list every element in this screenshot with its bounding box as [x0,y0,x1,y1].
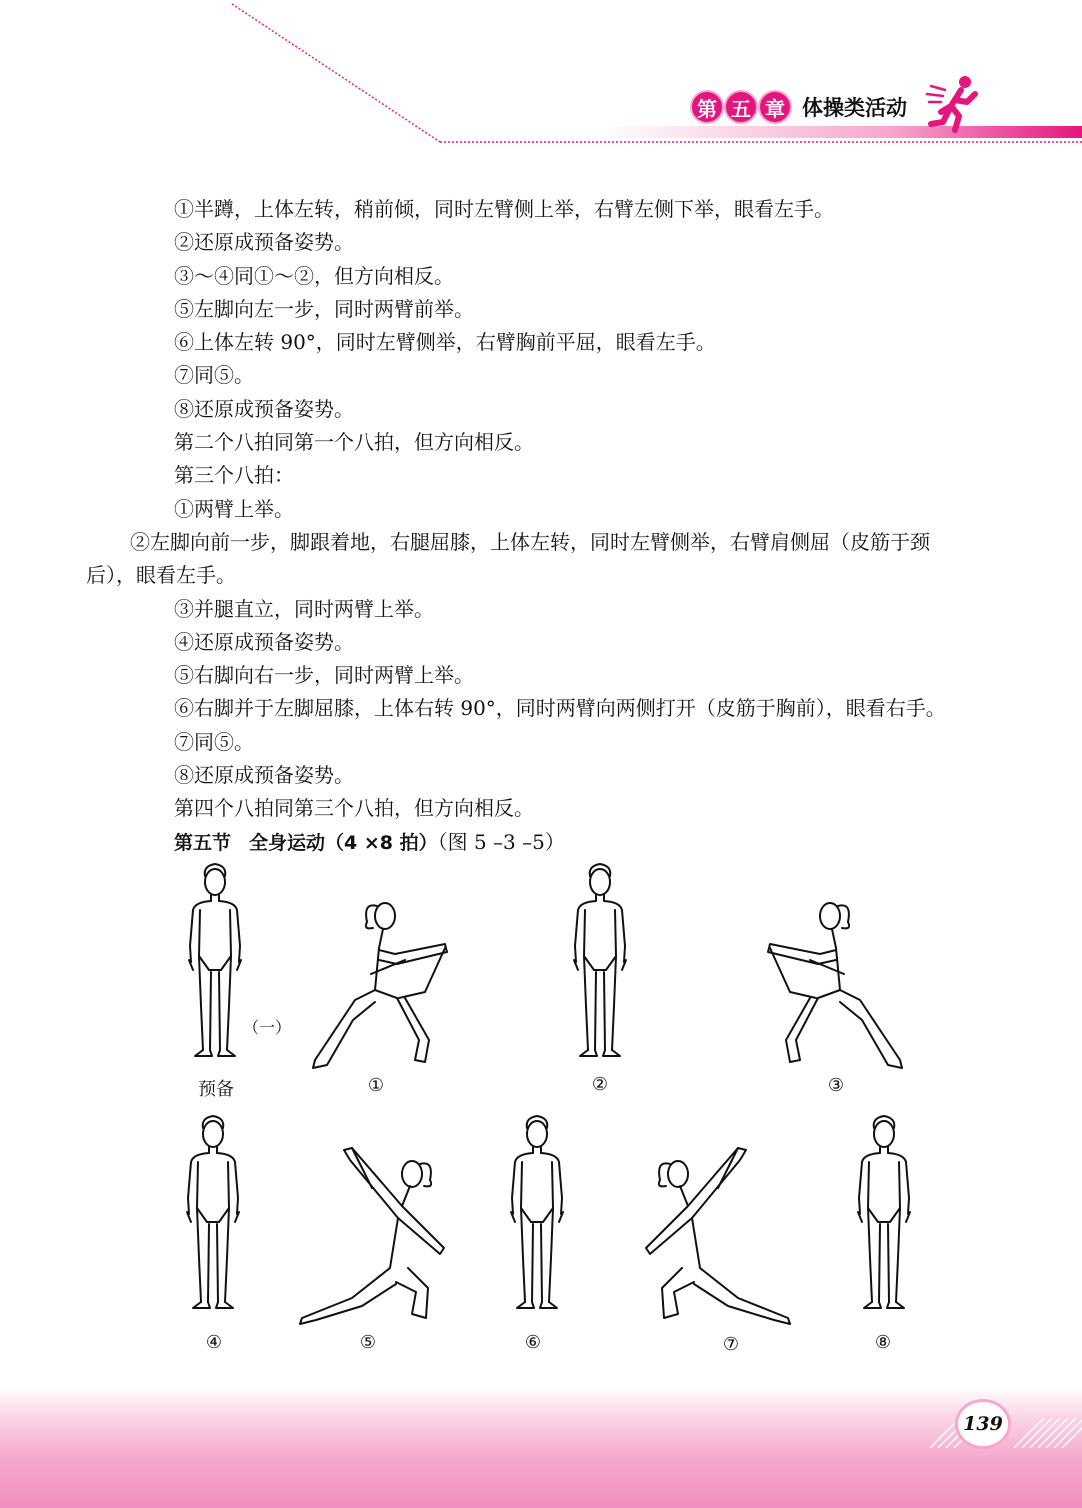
text-line: ⑧还原成预备姿势。 [174,396,354,421]
text-line: ⑥上体左转 90°，同时左臂侧举，右臂胸前平屈，眼看左手。 [174,330,716,355]
figure-label: ④ [205,1332,223,1353]
footer-band [0,1386,1082,1508]
chapter-char: 五 [726,92,756,122]
figure-label: 预备 [198,1079,234,1100]
figure-label: ③ [827,1075,845,1096]
text-line: 第四个八拍同第三个八拍，但方向相反。 [174,796,534,821]
chapter-header [692,92,907,122]
text-line: ⑦同⑤。 [174,363,254,388]
figure-6 [511,1116,563,1308]
figure-label: ② [591,1074,609,1095]
figure-1 [313,903,447,1068]
figure-label: ① [367,1075,385,1096]
figure-8 [858,1116,910,1308]
figure-3 [768,903,902,1068]
chapter-char: 章 [760,92,790,122]
text-line: ②还原成预备姿势。 [174,230,354,255]
text-line: 第二个八拍同第一个八拍，但方向相反。 [174,430,534,455]
chapter-char: 第 [692,92,722,122]
section-figure-ref: （图 5 –3 –5） [437,829,565,854]
text-line: ⑥右脚并于左脚屈膝，上体右转 90°，同时两臂向两侧打开（皮筋于胸前），眼看右手。 [174,696,946,721]
text-line: ⑤左脚向左一步，同时两臂前举。 [174,296,474,321]
section-title: 第五节 [174,831,232,854]
figure-drawings [0,860,1082,1380]
chapter-title: 体操类活动 [802,96,907,120]
text-line: ⑧还原成预备姿势。 [174,763,354,788]
figure-4 [187,1116,239,1308]
text-line: ⑦同⑤。 [174,729,254,754]
figure-group-label: （一） [242,1018,291,1037]
header-decoration [0,0,1082,160]
figure-label: ⑤ [359,1332,377,1353]
figure-label: ⑦ [722,1334,740,1355]
section-heading [130,826,970,860]
text-line: 第三个八拍： [174,463,294,488]
text-line: ③并腿直立，同时两臂上举。 [174,596,434,621]
figure-label: ⑥ [524,1332,542,1353]
text-line: ①半蹲，上体左转，稍前倾，同时左臂侧上举，右臂左侧下举，眼看左手。 [174,197,834,221]
figure-2 [574,864,626,1056]
text-line: ③～④同①～②，但方向相反。 [174,263,454,288]
figure-7 [646,1148,790,1324]
section-name: 全身运动（4 ×8 拍） [249,831,438,854]
body-text [86,193,970,860]
page-number: 139 [958,1402,1008,1446]
text-line: ②左脚向前一步，脚跟着地，右腿屈膝，上体左转，同时左臂侧举，右臂肩侧屈（皮筋于颈后），眼看左手。 [86,529,930,588]
exercise-figure [0,860,1082,1380]
text-line: ①两臂上举。 [174,496,294,521]
figure-label: ⑧ [874,1332,892,1353]
text-line: ⑤右脚向右一步，同时两臂上举。 [174,663,474,688]
text-line: ④还原成预备姿势。 [174,629,354,654]
runner-icon [925,72,989,136]
figure-prep [189,864,241,1056]
figure-5 [300,1148,444,1324]
